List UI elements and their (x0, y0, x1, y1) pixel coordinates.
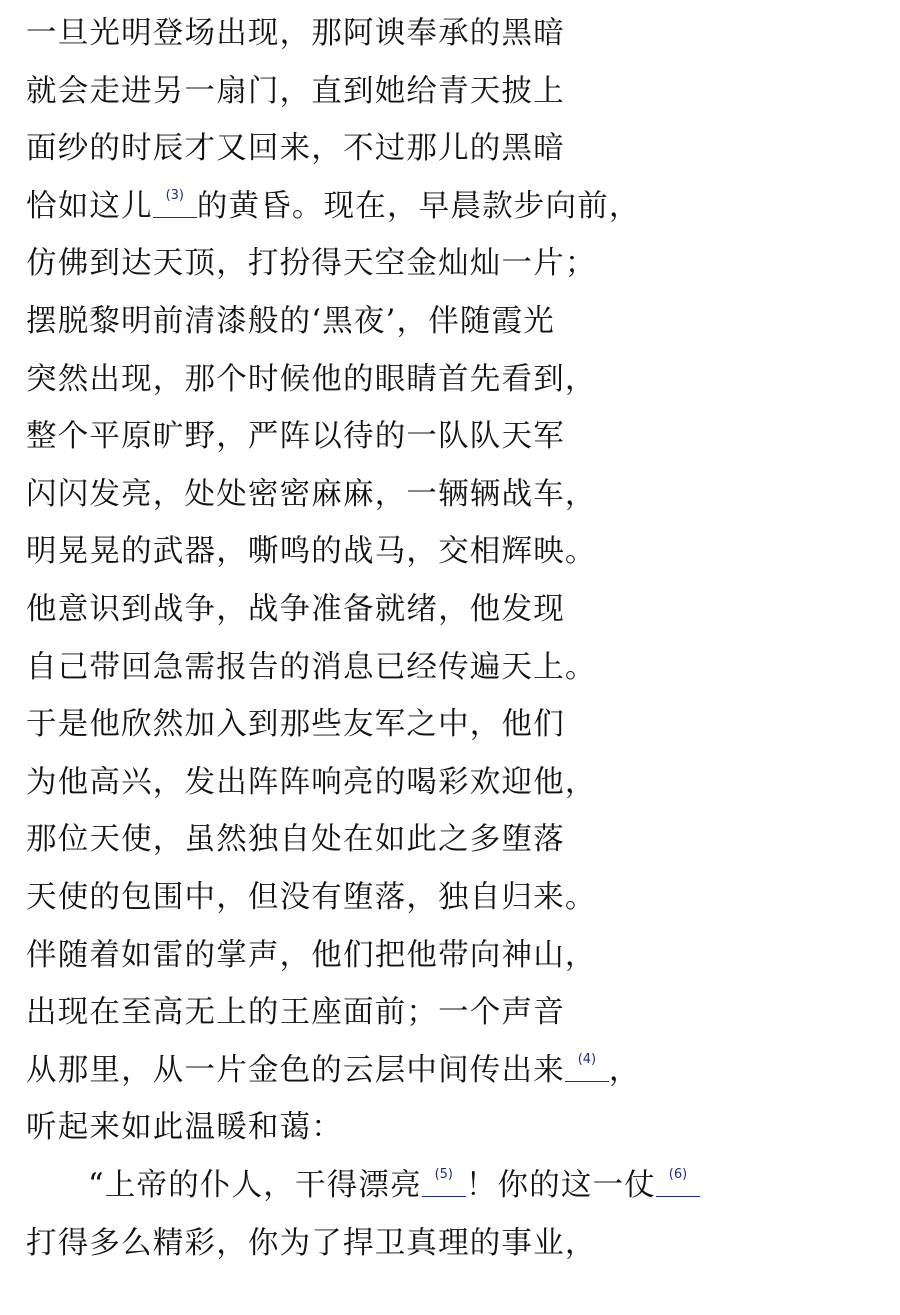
text-line (26, 417, 565, 457)
footnote-number: (3) (165, 188, 185, 203)
text-line (26, 878, 597, 918)
text-line (26, 302, 555, 342)
line-text: 天使的包围中，但没有堕落，独自归来。 (26, 880, 597, 915)
text-line (26, 820, 565, 860)
line-text: 面纱的时辰才又回来，不过那儿的黑暗 (26, 131, 565, 166)
text-line (26, 72, 565, 112)
line-text: 闪闪发亮，处处密密麻麻，一辆辆战车， (26, 477, 597, 512)
line-text: 一旦光明登场出现，那阿谀奉承的黑暗 (26, 16, 565, 51)
text-line (26, 648, 597, 688)
footnote-marker[interactable] (153, 178, 197, 218)
text-line (26, 14, 565, 54)
footnote-number: (6) (668, 1167, 688, 1182)
text-line (26, 705, 565, 745)
line-text: 从那里，从一片金色的云层中间传出来 (26, 1053, 565, 1088)
text-line (26, 763, 597, 803)
text-line (26, 590, 565, 630)
line-text: ， (608, 1053, 641, 1088)
line-text: 摆脱黎明前清漆般的‘黑夜’，伴随霞光 (26, 304, 555, 339)
line-text: 突然出现，那个时候他的眼睛首先看到， (26, 362, 597, 397)
line-text: 于是他欣然加入到那些友军之中，他们 (26, 707, 565, 742)
footnote-marker[interactable] (656, 1157, 700, 1197)
line-text: 出现在至高无上的王座面前；一个声音 (26, 995, 565, 1030)
line-text: 听起来如此温暖和蔼： (26, 1110, 343, 1145)
line-text: 伴随着如雷的掌声，他们把他带向神山， (26, 938, 597, 973)
line-text: 就会走进另一扇门，直到她给青天披上 (26, 74, 565, 109)
text-line (26, 532, 597, 572)
line-text: 仿佛到达天顶，打扮得天空金灿灿一片； (26, 246, 597, 281)
text-line (26, 360, 597, 400)
line-text: 为他高兴，发出阵阵响亮的喝彩欢迎他， (26, 765, 597, 800)
line-text: 打得多么精彩，你为了捍卫真理的事业， (26, 1226, 597, 1261)
line-text: 自己带回急需报告的消息已经传遍天上。 (26, 650, 597, 685)
line-text: 明晃晃的武器，嘶鸣的战马，交相辉映。 (26, 534, 597, 569)
text-line (26, 936, 597, 976)
line-text: 的黄昏。现在，早晨款步向前， (196, 189, 641, 224)
text-line (26, 1224, 597, 1264)
text-line (26, 129, 565, 169)
footnote-marker[interactable] (422, 1157, 466, 1197)
footnote-marker[interactable] (565, 1042, 609, 1082)
text-line (26, 244, 597, 284)
footnote-number: (5) (434, 1167, 453, 1182)
line-text: 他意识到战争，战争准备就绪，他发现 (26, 592, 565, 627)
text-line (26, 475, 597, 515)
text-line (26, 993, 565, 1033)
line-text: 那位天使，虽然独自处在如此之多堕落 (26, 822, 565, 857)
text-line (26, 1051, 641, 1091)
text-line (88, 1166, 700, 1206)
line-text: ！你的这一仗 (465, 1168, 656, 1203)
footnote-number: (4) (577, 1052, 597, 1067)
text-line (26, 1108, 343, 1148)
line-text: “上帝的仆人，干得漂亮 (88, 1168, 422, 1203)
line-text: 恰如这儿 (26, 189, 153, 224)
line-text: 整个平原旷野，严阵以待的一队队天军 (26, 419, 565, 454)
text-line (26, 187, 641, 227)
